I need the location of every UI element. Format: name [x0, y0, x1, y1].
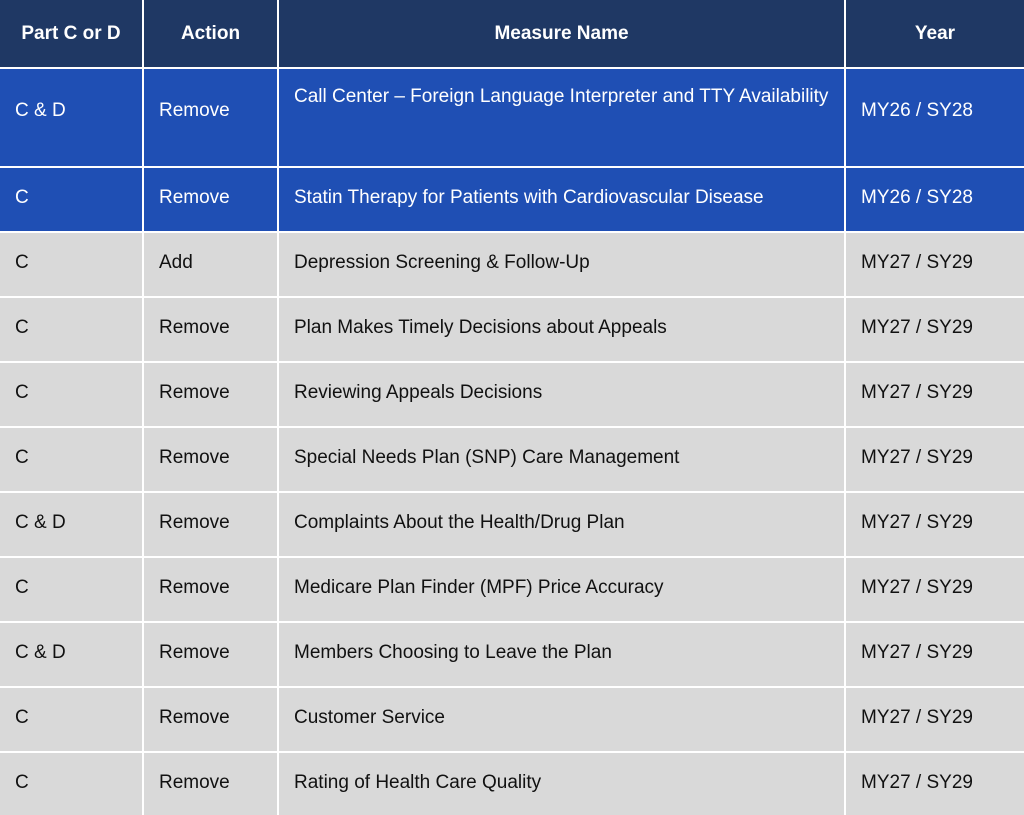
table-body	[0, 68, 1024, 815]
table-row	[0, 687, 1024, 752]
cell-part: C	[0, 362, 143, 427]
cell-measure: Special Needs Plan (SNP) Care Management	[278, 427, 845, 492]
cell-measure: Call Center – Foreign Language Interpreter and TTY Availability	[278, 68, 845, 167]
header-measure-name: Measure Name	[278, 0, 845, 68]
cell-action: Remove	[143, 687, 278, 752]
cell-part: C	[0, 232, 143, 297]
cell-action: Remove	[143, 362, 278, 427]
cell-measure: Statin Therapy for Patients with Cardiovascular Disease	[278, 167, 845, 232]
cell-action: Remove	[143, 167, 278, 232]
cell-part: C	[0, 557, 143, 622]
table-row	[0, 68, 1024, 167]
cell-part: C & D	[0, 492, 143, 557]
cell-action: Remove	[143, 557, 278, 622]
cell-year: MY27 / SY29	[845, 687, 1024, 752]
header-action: Action	[143, 0, 278, 68]
cell-action: Add	[143, 232, 278, 297]
cell-year: MY27 / SY29	[845, 362, 1024, 427]
cell-part: C	[0, 687, 143, 752]
cell-year: MY27 / SY29	[845, 492, 1024, 557]
cell-year: MY27 / SY29	[845, 622, 1024, 687]
cell-part: C & D	[0, 68, 143, 167]
cell-measure: Depression Screening & Follow-Up	[278, 232, 845, 297]
cell-action: Remove	[143, 68, 278, 167]
table-row	[0, 232, 1024, 297]
cell-action: Remove	[143, 622, 278, 687]
table-row	[0, 167, 1024, 232]
cell-year: MY26 / SY28	[845, 68, 1024, 167]
table-row	[0, 492, 1024, 557]
cell-part: C & D	[0, 622, 143, 687]
cell-part: C	[0, 752, 143, 815]
table-row	[0, 297, 1024, 362]
cell-action: Remove	[143, 427, 278, 492]
cell-year: MY27 / SY29	[845, 427, 1024, 492]
cell-part: C	[0, 297, 143, 362]
cell-action: Remove	[143, 752, 278, 815]
table-row	[0, 622, 1024, 687]
cell-year: MY27 / SY29	[845, 297, 1024, 362]
cell-part: C	[0, 167, 143, 232]
cell-measure: Medicare Plan Finder (MPF) Price Accuracy	[278, 557, 845, 622]
cell-year: MY27 / SY29	[845, 752, 1024, 815]
cell-action: Remove	[143, 297, 278, 362]
table-row	[0, 362, 1024, 427]
cell-year: MY26 / SY28	[845, 167, 1024, 232]
cell-measure: Customer Service	[278, 687, 845, 752]
cell-action: Remove	[143, 492, 278, 557]
cell-year: MY27 / SY29	[845, 232, 1024, 297]
cell-measure: Plan Makes Timely Decisions about Appeals	[278, 297, 845, 362]
cell-part: C	[0, 427, 143, 492]
cell-measure: Rating of Health Care Quality	[278, 752, 845, 815]
header-row	[0, 0, 1024, 68]
header-part: Part C or D	[0, 0, 143, 68]
cell-measure: Reviewing Appeals Decisions	[278, 362, 845, 427]
table-header	[0, 0, 1024, 68]
header-year: Year	[845, 0, 1024, 68]
cell-measure: Complaints About the Health/Drug Plan	[278, 492, 845, 557]
table-row	[0, 427, 1024, 492]
cell-measure: Members Choosing to Leave the Plan	[278, 622, 845, 687]
cell-year: MY27 / SY29	[845, 557, 1024, 622]
table-row	[0, 752, 1024, 815]
table-row	[0, 557, 1024, 622]
